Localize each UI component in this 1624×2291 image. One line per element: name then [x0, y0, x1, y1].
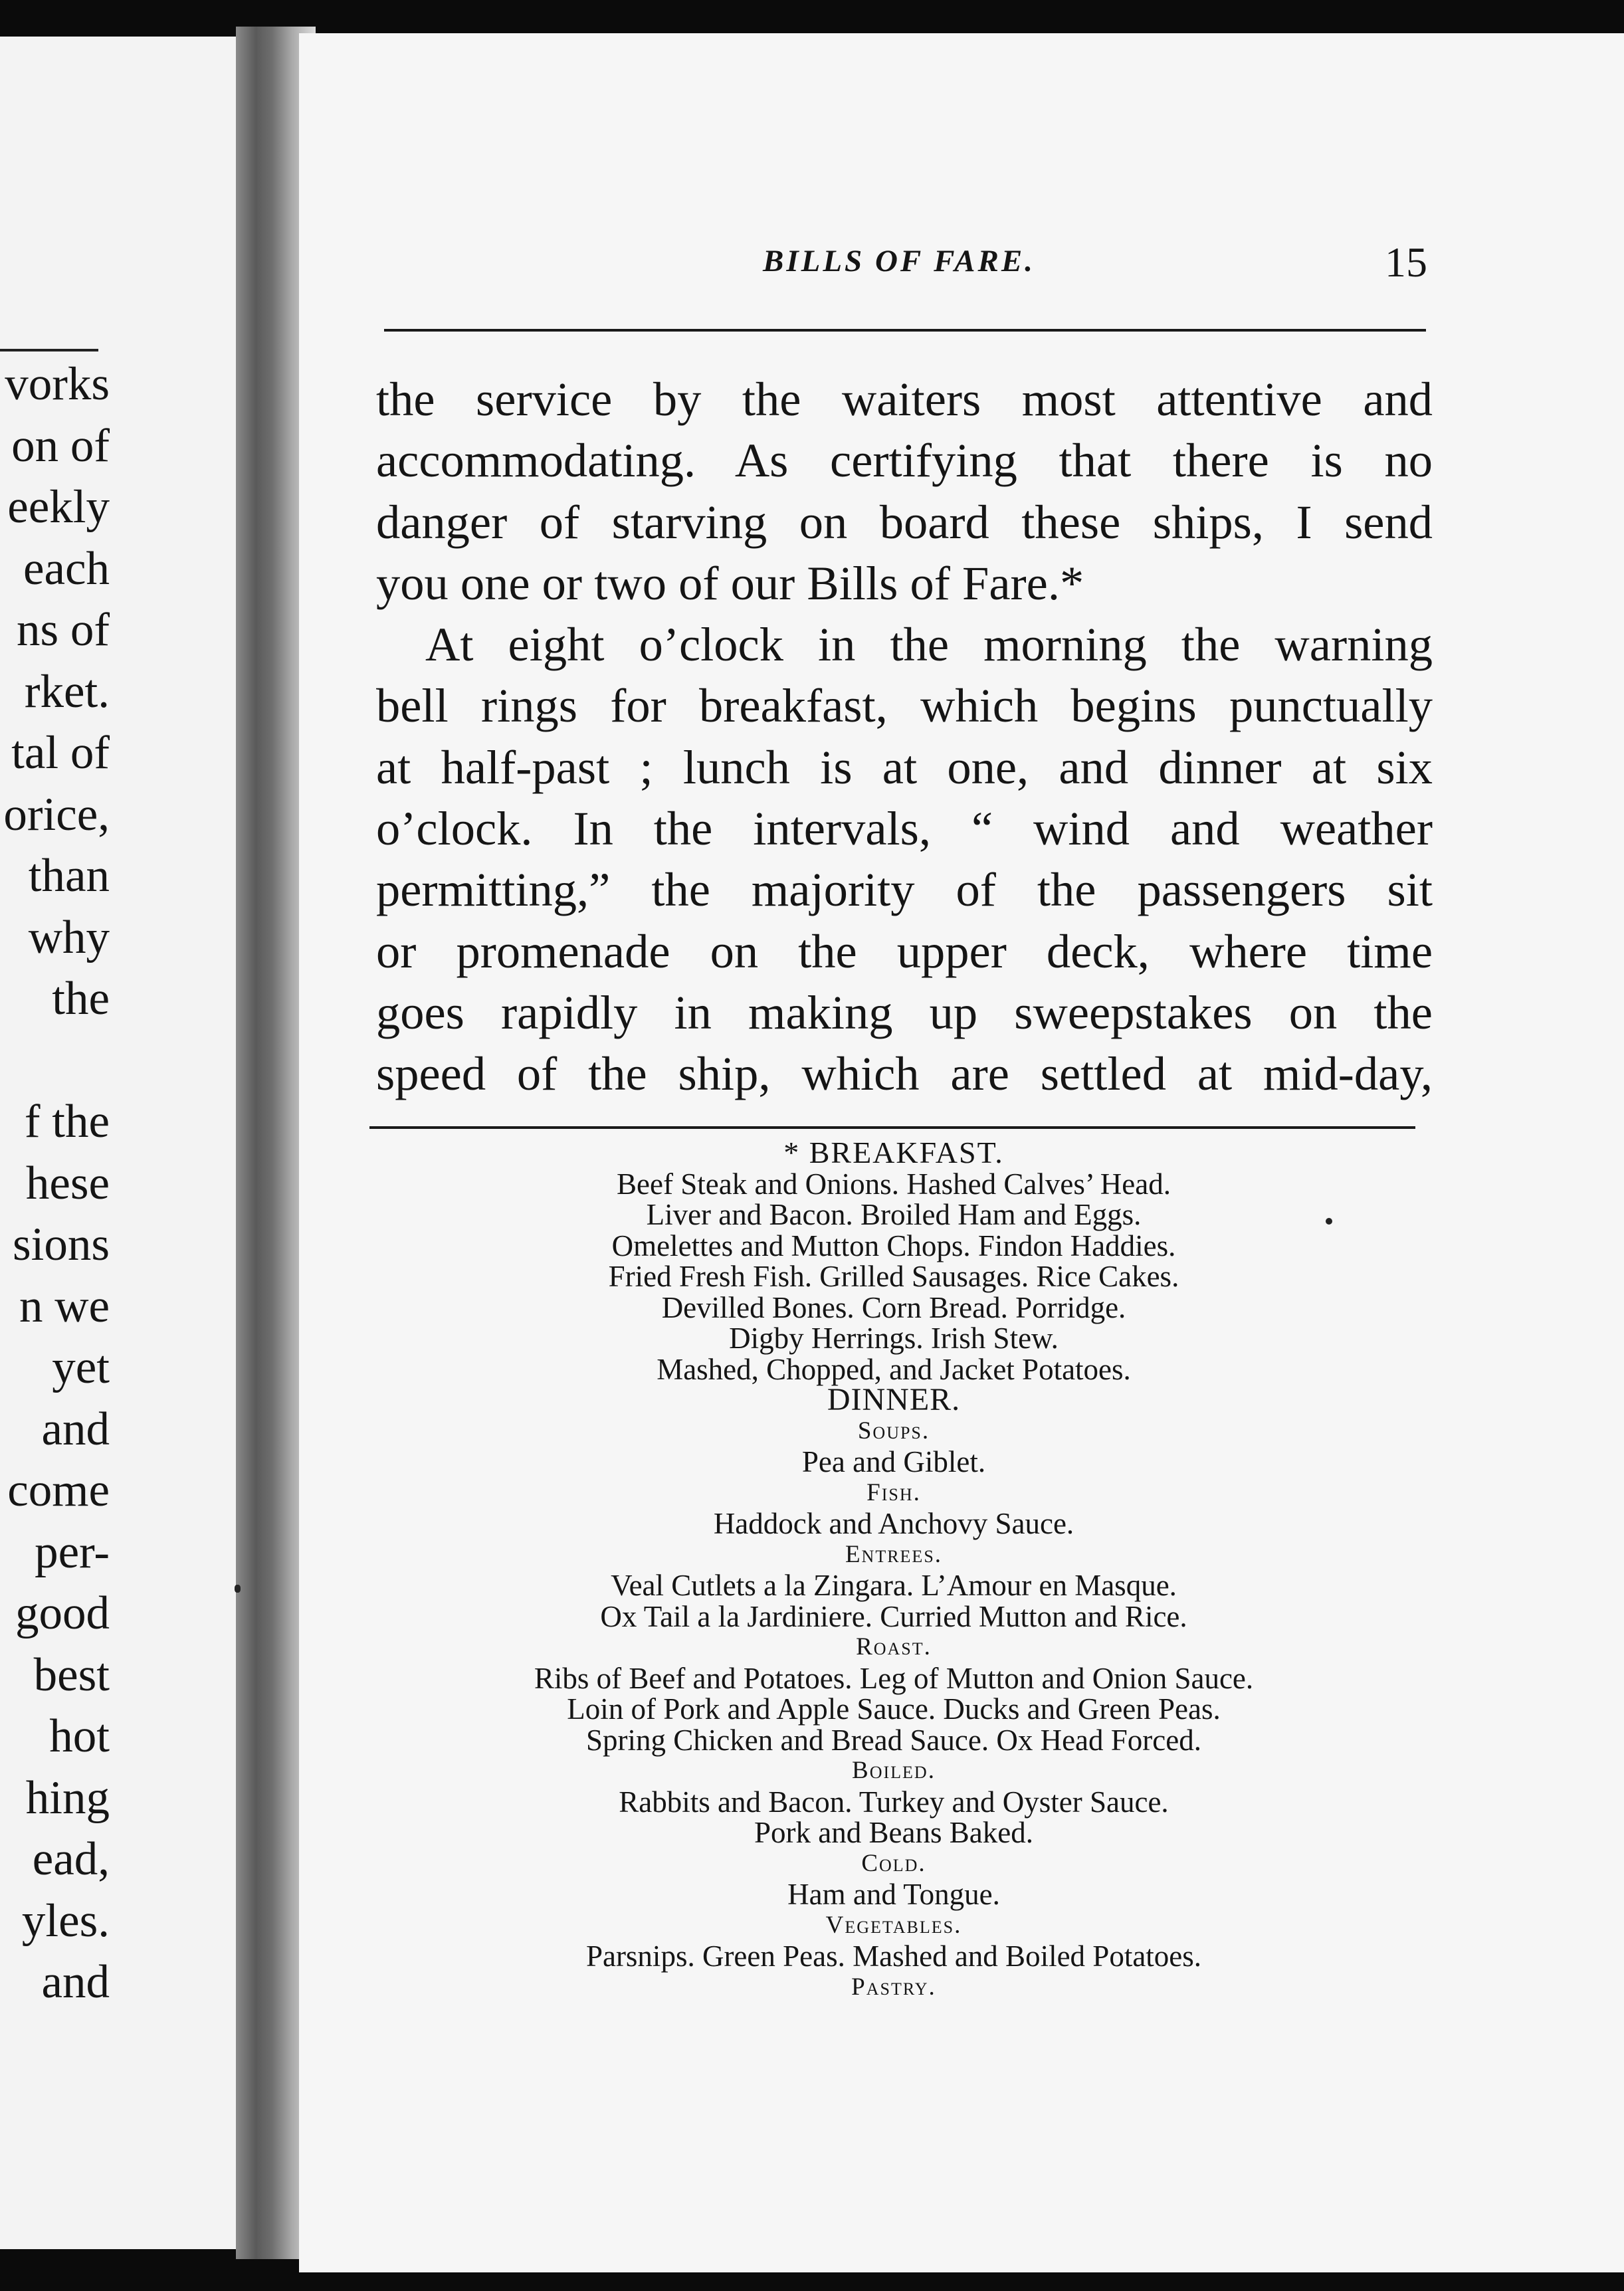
- body-line: at half-past ; lunch is at one, and dinner at six: [376, 740, 1433, 794]
- menu-line: Omelettes and Mutton Chops. Findon Haddies.: [611, 1229, 1176, 1262]
- body-line: speed of the ship, which are settled at mid-day,: [376, 1046, 1433, 1101]
- left-page-text: [0, 353, 110, 2013]
- menu-line: Parsnips. Green Peas. Mashed and Boiled Potatoes.: [585, 1940, 1202, 1973]
- menu-line: Spring Chicken and Bread Sauce. Ox Head Forced.: [586, 1723, 1201, 1757]
- left-line: ead,: [32, 1833, 110, 1885]
- left-line: the: [52, 973, 110, 1025]
- left-line: come: [7, 1464, 110, 1516]
- left-line: vorks: [5, 358, 110, 410]
- menu-line: Pea and Giblet.: [801, 1445, 986, 1478]
- left-line: hese: [25, 1157, 110, 1209]
- left-line: f the: [24, 1096, 110, 1147]
- menu-line: Loin of Pork and Apple Sauce. Ducks and Green Peas.: [567, 1692, 1221, 1726]
- cold-heading: Cold.: [861, 1849, 926, 1877]
- body-line: or promenade on the upper deck, where time: [376, 924, 1433, 978]
- menu-line: Ribs of Beef and Potatoes. Leg of Mutton and Onion Sauce.: [534, 1661, 1254, 1695]
- left-line: n we: [19, 1280, 110, 1332]
- menu-line: Fried Fresh Fish. Grilled Sausages. Rice Cakes.: [608, 1260, 1179, 1293]
- soups-heading: Soups.: [857, 1417, 930, 1444]
- page-number: 15: [1385, 239, 1427, 286]
- pastry-heading: Pastry.: [851, 1973, 936, 2001]
- left-line: per-: [35, 1526, 110, 1578]
- fish-heading: Fish.: [866, 1478, 921, 1506]
- body-line: accommodating. As certifying that there is no: [376, 433, 1433, 488]
- left-line-gap: [0, 1030, 110, 1092]
- menu-line: Ham and Tongue.: [787, 1878, 1000, 1911]
- left-line: hot: [49, 1710, 110, 1762]
- menu-line: Veal Cutlets a la Zingara. L’Amour en Masque.: [611, 1569, 1177, 1602]
- menu-line: Digby Herrings. Irish Stew.: [729, 1322, 1059, 1355]
- body-line: danger of starving on board these ships, I send: [376, 494, 1433, 549]
- entrees-heading: Entrees.: [845, 1540, 943, 1568]
- left-line: each: [23, 542, 110, 595]
- body-line: o’clock. In the intervals, “ wind and weather: [376, 801, 1433, 856]
- menu-line: Devilled Bones. Corn Bread. Porridge.: [661, 1290, 1126, 1324]
- running-title: BILLS OF FARE.: [763, 244, 1035, 278]
- left-line: eekly: [7, 481, 110, 533]
- menu-line: Rabbits and Bacon. Turkey and Oyster Sauce.: [619, 1785, 1169, 1819]
- vegetables-heading: Vegetables.: [825, 1911, 962, 1939]
- menu-line: Haddock and Anchovy Sauce.: [713, 1507, 1074, 1540]
- left-line: orice,: [3, 788, 110, 841]
- ink-speck: [235, 1585, 241, 1593]
- bill-of-fare-footnote: [372, 1138, 1415, 2003]
- left-line: hing: [25, 1771, 110, 1824]
- left-line: than: [28, 850, 110, 902]
- menu-line: Mashed, Chopped, and Jacket Potatoes.: [657, 1352, 1131, 1386]
- left-line: yet: [52, 1342, 110, 1393]
- left-line: why: [28, 911, 110, 963]
- body-paragraphs: [376, 369, 1433, 1105]
- menu-line: Pork and Beans Baked.: [754, 1816, 1033, 1849]
- left-line: and: [41, 1403, 110, 1455]
- ink-speck: [1326, 1218, 1332, 1225]
- body-line: permitting,” the majority of the passengers sit: [376, 862, 1433, 917]
- left-line: ns of: [16, 604, 110, 656]
- body-line: the service by the waiters most attentive and: [376, 372, 1433, 426]
- body-line: goes rapidly in making up sweepstakes on the: [376, 985, 1433, 1039]
- body-line: At eight o’clock in the morning the warning: [425, 617, 1433, 672]
- left-page-rule: [0, 349, 98, 351]
- menu-line: Beef Steak and Onions. Hashed Calves’ Head.: [617, 1167, 1171, 1201]
- menu-line: Ox Tail a la Jardiniere. Curried Mutton and Rice.: [600, 1599, 1187, 1633]
- left-line: and: [41, 1956, 110, 2008]
- running-header: [0, 239, 1624, 290]
- body-line: you one or two of our Bills of Fare.*: [376, 555, 1084, 610]
- roast-heading: Roast.: [856, 1633, 932, 1660]
- left-line: tal of: [11, 727, 110, 779]
- boiled-heading: Boiled.: [852, 1757, 936, 1784]
- left-line: on of: [11, 419, 110, 472]
- header-rule: [384, 329, 1426, 332]
- left-line: yles.: [21, 1894, 110, 1947]
- left-line: best: [33, 1648, 110, 1701]
- left-line: good: [15, 1587, 110, 1639]
- footnote-rule: [369, 1126, 1415, 1129]
- dinner-heading: DINNER.: [827, 1382, 961, 1417]
- menu-line: Liver and Bacon. Broiled Ham and Eggs.: [646, 1198, 1142, 1231]
- body-line: bell rings for breakfast, which begins punctually: [376, 678, 1433, 733]
- breakfast-heading: * BREAKFAST.: [783, 1136, 1004, 1169]
- left-line: sions: [13, 1219, 110, 1270]
- left-line: rket.: [24, 665, 110, 718]
